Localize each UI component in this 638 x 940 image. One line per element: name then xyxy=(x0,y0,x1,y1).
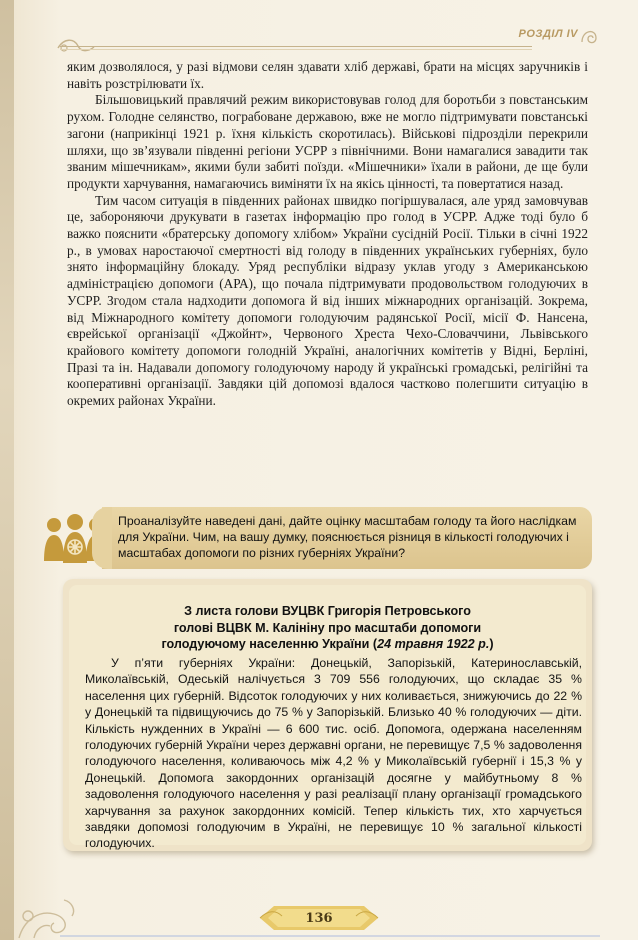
question-text: Проаналізуйте наведені дані, дайте оцінку масштабам голоду та його наслідкам для України. Чим, на вашу думку, пояснюється різниця в кількості голодуючих і масштабах допомоги по різних губерніях України? xyxy=(118,514,577,561)
header-rule-secondary xyxy=(60,49,532,50)
document-title-line: З листа голови ВУЦВК Григорія Петровського xyxy=(184,604,471,618)
page-number-ribbon xyxy=(258,902,380,934)
paragraph: Тим часом ситуація в південних районах швидко погіршувалася, але уряд замовчував це, забороняючи друкувати в газетах інформацію про голод в УСРР. Адже тоді було б важко пояснити «братерську допомогу хлібом» України сусідній Росії. Тільки в січні 1922 р., в умовах наростаючої смертності від голоду в південних українських губерніях, було знято інформаційну блокаду. Уряд республіки відразу уклав угоду з Американською адміністрацією допомоги (АРА), що почала підтримувати продовольством голодуючих в УСРР. Згодом стала надходити допомога й від інших міжнародних організацій. Зокрема, від Міжнародного комітету допомоги голодуючим радянської Росії, місії Ф. Нансена, єврейської організації «Джойнт», Червоного Хреста Чехо-Словаччини, Львівського крайового комітету допомоги голодній Україні, аналогічних комітетів у Відні, Берліні, Празі та ін. Надавали допомогу голодуючому народу й українські громадські, релігійні та кооперативні організації. Завдяки цій допомозі вдалося частково полегшити ситуацію в окремих районах України. xyxy=(67,192,588,409)
floral-ornament-icon xyxy=(14,880,84,940)
bottom-rule xyxy=(60,935,600,937)
document-excerpt xyxy=(63,579,592,851)
paragraph: яким дозволялося, у разі відмови селян здавати хліб державі, брати на місцях заручників і навіть розстрілювати їх. xyxy=(67,59,588,91)
main-text xyxy=(67,59,588,410)
document-body: У п’яти губерніях України: Донецькій, Запорізькій, Катеринославській, Миколаївській, Одеській налічується 3 709 556 голодуючих, що складає 35 % населення цих губерній. Відсоток голодуючих у них коливається, знижуючись до 22 % у Донецькій та підвищуючись до 75 % у Запорізькій. Близько 40 % голодуючих — діти. Кількість нужденних в Україні — 6 600 тис. осіб. Допомога, одержана населенням голодуючих губерній України через державні органи, не перевищує 7,5 % задоволення голодуючого населення, коливаючось між 4,2 % у Миколаївській губернії і 15,3 % у Донецькій. Допомога закордонних організацій досягне у майбутньому 8 % задоволення голодуючого населення у разі реалізації плану організації громадського харчування за рахунок закордонних комісій. Тепер кількість тих, хто харчується завдяки допомозі голодуючим в Україні, не перевищує 10 % загальної кількості голодуючих. xyxy=(85,656,582,851)
document-title-line xyxy=(79,636,576,653)
header-rule xyxy=(60,46,532,47)
question-box xyxy=(102,507,592,569)
document-excerpt-panel xyxy=(69,585,586,851)
question-block xyxy=(40,507,600,573)
paragraph: Більшовицький правлячий режим використовував голод для боротьби з повстанським рухом. Голодне селянство, пограбоване державою, вже не могло підтримувати повстанські загони (наприкінці 1921 р. їхня кількість скоротилась). Військові підрозділи перекрили шляхи, що зв’язували південні регіони УСРР з північними. Вони намагалися завадити так званим мішечникам», якими були забиті поїзди. «Мішечники» їхали в райони, де ще були продукти харчування, намагаючись виміняти їх на якісь цінності, та повертатися назад. xyxy=(67,92,588,191)
document-title-close: ) xyxy=(489,637,494,651)
document-title-line: голові ВЦВК М. Калініну про масштаби допомоги xyxy=(173,620,482,635)
header-flourish-icon xyxy=(56,36,96,58)
page-edge-strip xyxy=(0,0,14,940)
document-title xyxy=(79,603,576,653)
document-date: 24 травня 1922 р. xyxy=(377,637,490,651)
corner-swirl-icon xyxy=(578,22,600,52)
page-header xyxy=(60,22,600,52)
section-title: РОЗДІЛ IV xyxy=(518,28,578,40)
document-title-text: голодуючому населенню України ( xyxy=(161,637,378,651)
page-number: 136 xyxy=(305,911,333,926)
